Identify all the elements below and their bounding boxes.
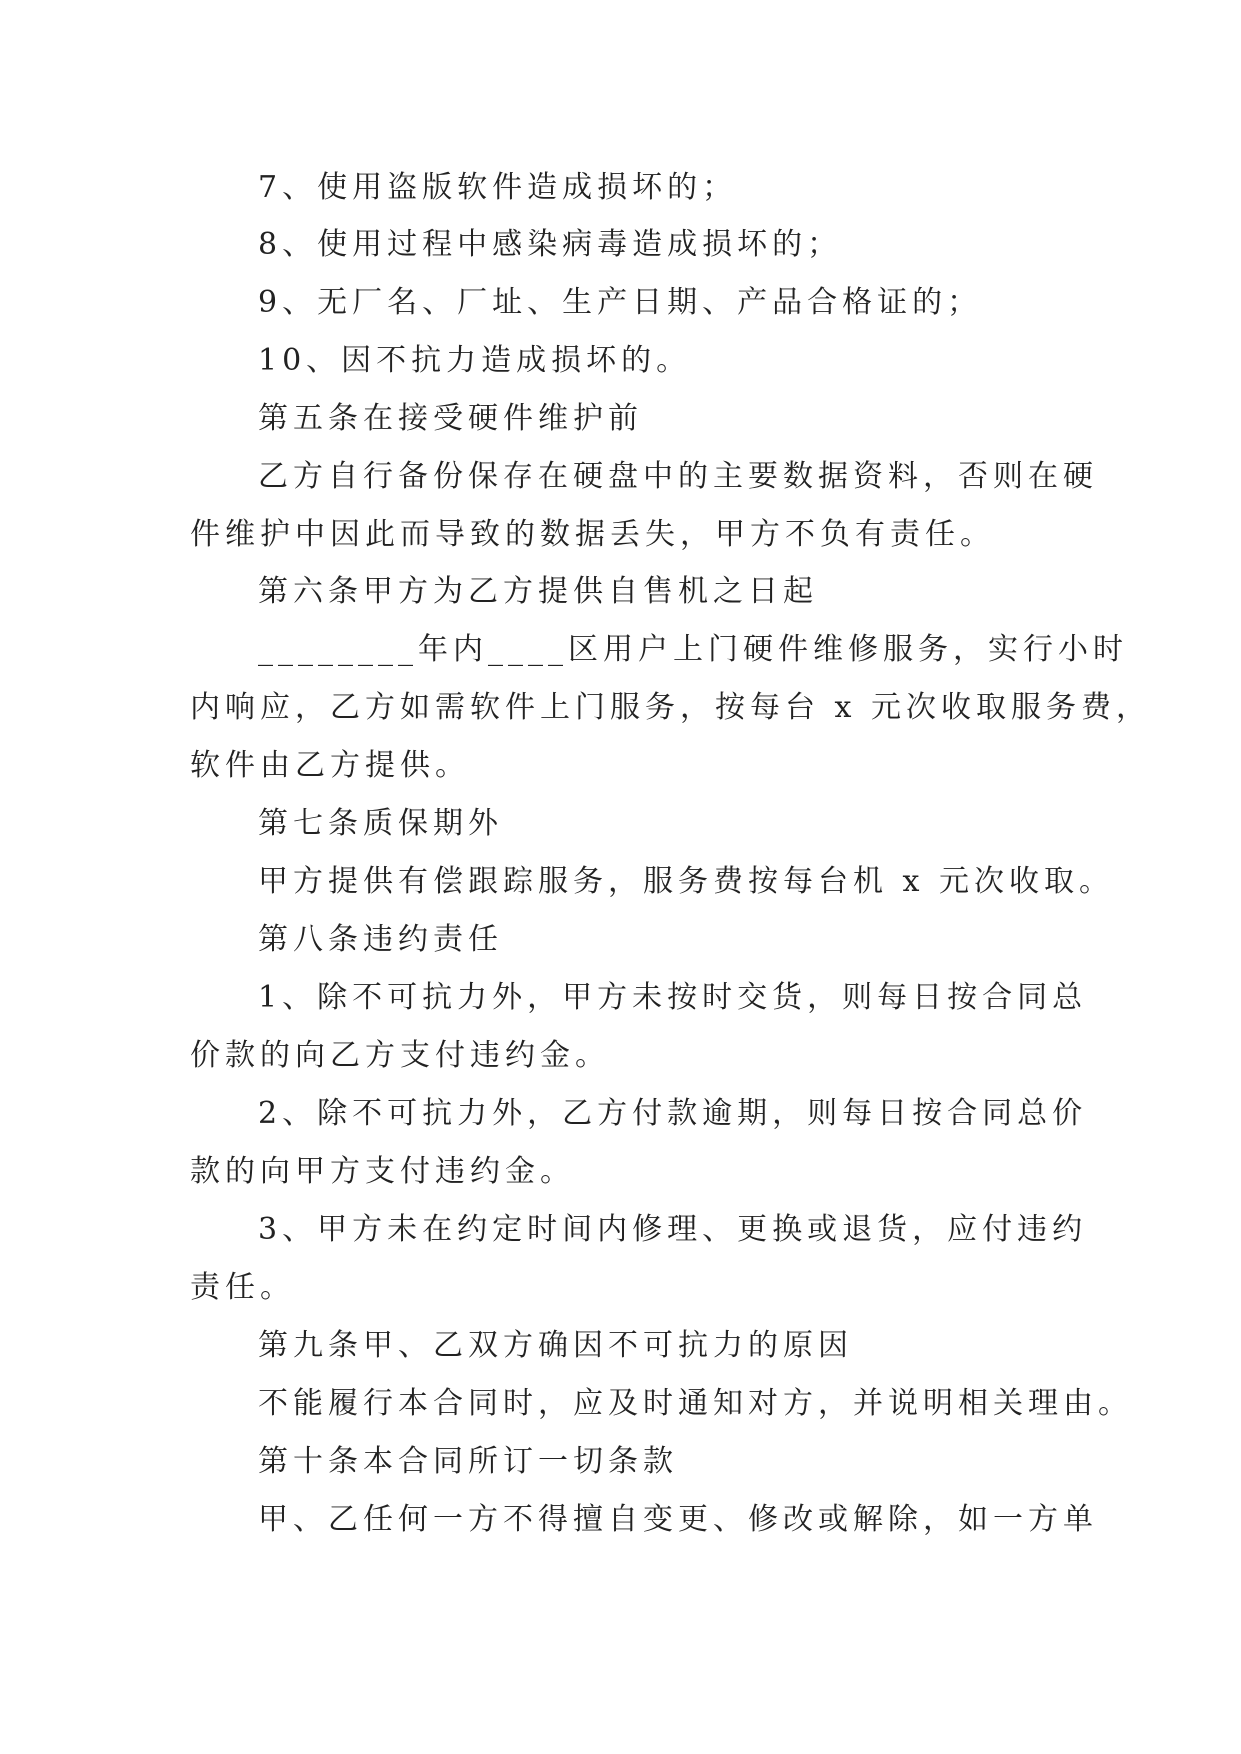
clause-line: 10、因不抗力造成损坏的。 [258, 343, 692, 378]
paragraph-line: ________年内____区用户上门硬件维修服务，实行小时 [258, 632, 1128, 667]
article-heading: 第六条甲方为乙方提供自售机之日起 [258, 574, 818, 609]
article-heading: 第七条质保期外 [258, 806, 503, 841]
paragraph-line: 款的向甲方支付违约金。 [190, 1154, 575, 1189]
paragraph-line: 1、除不可抗力外，甲方未按时交货，则每日按合同总 [258, 980, 1088, 1015]
paragraph-line: 甲方提供有偿跟踪服务，服务费按每台机 x 元次收取。 [258, 864, 1114, 899]
clause-line: 7、使用盗版软件造成损坏的； [258, 170, 738, 205]
article-heading: 第九条甲、乙双方确因不可抗力的原因 [258, 1328, 853, 1363]
paragraph-line: 价款的向乙方支付违约金。 [190, 1038, 610, 1073]
paragraph-line: 责任。 [190, 1270, 295, 1305]
article-heading: 第八条违约责任 [258, 922, 503, 957]
paragraph-line: 乙方自行备份保存在硬盘中的主要数据资料，否则在硬 [258, 459, 1098, 494]
clause-line: 8、使用过程中感染病毒造成损坏的； [258, 227, 843, 262]
article-heading: 第十条本合同所订一切条款 [258, 1444, 678, 1479]
article-heading: 第五条在接受硬件维护前 [258, 401, 643, 436]
clause-line: 9、无厂名、厂址、生产日期、产品合格证的； [258, 285, 983, 320]
paragraph-line: 软件由乙方提供。 [190, 748, 470, 783]
paragraph-line: 2、除不可抗力外，乙方付款逾期，则每日按合同总价 [258, 1096, 1088, 1131]
paragraph-line: 件维护中因此而导致的数据丢失，甲方不负有责任。 [190, 517, 995, 552]
paragraph-line: 甲、乙任何一方不得擅自变更、修改或解除，如一方单 [258, 1502, 1098, 1537]
paragraph-line: 3、甲方未在约定时间内修理、更换或退货，应付违约 [258, 1212, 1088, 1247]
paragraph-line: 内响应，乙方如需软件上门服务，按每台 x 元次收取服务费， [190, 690, 1151, 725]
paragraph-line: 不能履行本合同时，应及时通知对方，并说明相关理由。 [258, 1386, 1133, 1421]
